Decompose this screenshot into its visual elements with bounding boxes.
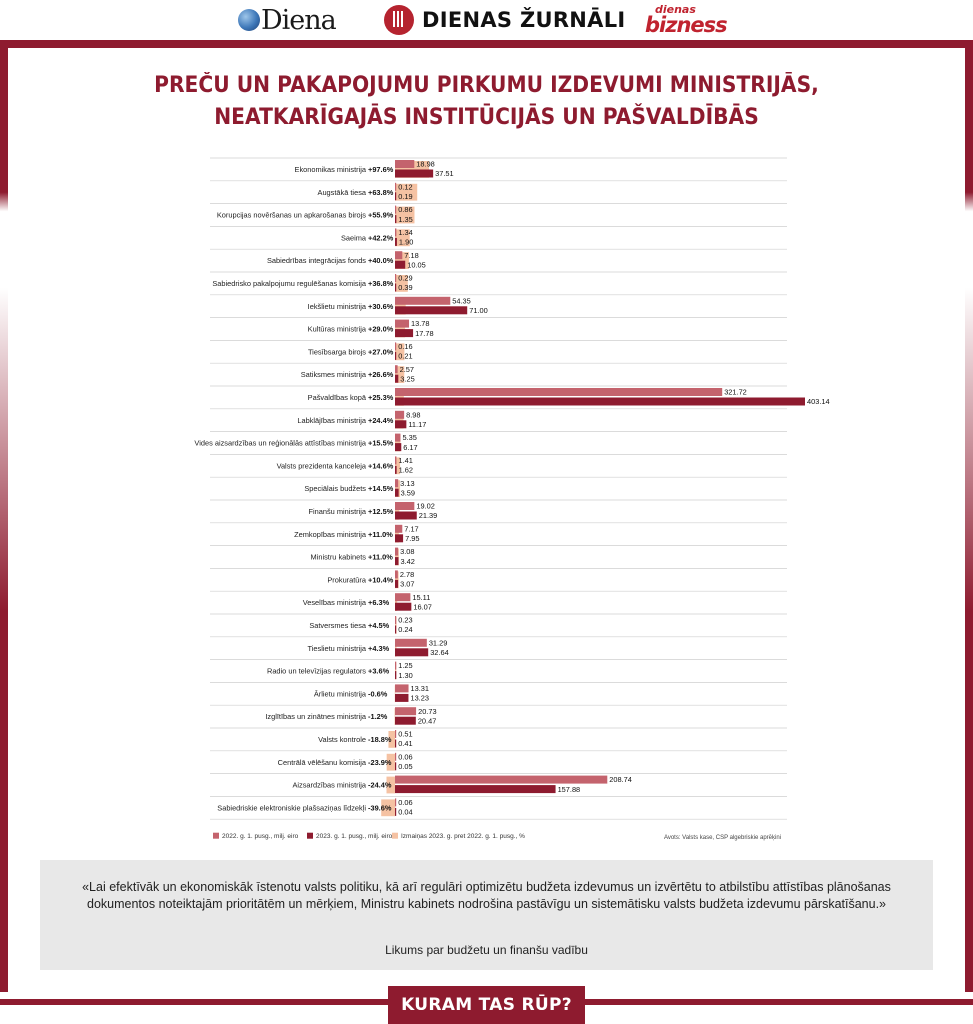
bar-2022 [395,593,410,601]
bar-2022 [395,274,396,282]
bar-2023 [395,512,417,520]
value-label-2022: 8.98 [406,410,421,420]
category-label: Radio un televīzijas regulators [266,666,366,676]
bar-2022 [395,570,398,578]
value-label-2022: 19.02 [416,501,435,511]
value-label-2022: 7.17 [404,524,419,534]
value-label-2022: 20.73 [418,706,437,716]
category-label: Zemkopības ministrija [294,529,366,539]
category-label: Tieslietu ministrija [307,643,366,653]
bar-2022 [395,479,398,487]
bar-2022 [395,183,396,191]
bar-2023 [395,192,396,200]
value-label-2023: 0.24 [398,625,413,635]
category-label: Ekonomikas ministrija [294,165,366,174]
value-label-2022: 13.31 [410,684,430,693]
bar-2023 [395,717,416,725]
bar-2022 [395,730,396,738]
value-label-2023: 3.25 [400,374,415,384]
category-label: Veselības ministrija [302,598,366,608]
pct-label: +55.9% [368,210,394,220]
value-label-2023: 13.23 [410,693,429,703]
value-label-2023: 37.51 [435,169,454,179]
category-label: Aizsardzības ministrija [292,780,366,790]
bar-2022 [395,639,427,647]
bar-2023 [395,603,411,611]
value-label-2022: 2.78 [399,570,415,579]
bar-2023 [395,170,433,178]
value-label-2023: 21.39 [418,511,438,521]
bar-2023 [395,261,405,269]
bar-2022 [395,525,402,533]
bar-2022 [395,434,400,442]
value-label-2023: 403.14 [807,397,830,407]
bar-2023 [395,808,396,816]
category-label: Valsts kontrole [318,735,366,744]
value-label-2023: 0.21 [398,351,413,361]
pct-label: +63.8% [368,187,394,197]
bar-2022 [395,798,396,806]
pct-label: +14.5% [368,484,394,494]
pct-label: +42.2% [368,233,394,243]
value-label-2023: 6.17 [403,442,418,452]
dienas-bizness-logo-big: bizness [645,13,727,37]
category-label: Iekšlietu ministrija [307,301,366,311]
value-label-2023: 71.00 [469,306,488,315]
legend-label: 2023. g. 1. pusg., milj. eiro [316,833,393,841]
dienas-zurnali-logo[interactable] [384,4,626,36]
category-label: Izglītības un zinātnes ministrija [265,712,366,722]
category-label: Tiesībsarga birojs [307,347,366,357]
bar-2022 [395,707,416,715]
value-label-2022: 0.06 [398,752,413,762]
value-label-2022: 18.98 [416,159,435,169]
bar-2023 [395,466,397,474]
value-label-2022: 13.78 [411,319,430,329]
bar-2023 [395,398,805,406]
value-label-2023: 0.41 [398,739,413,749]
bar-2023 [395,626,396,634]
chart-title [57,70,915,134]
bar-2023 [395,580,398,588]
bar-2022 [395,251,402,259]
value-label-2022: 1.41 [398,456,413,465]
pct-label: +40.0% [368,256,394,266]
value-label-2022: 1.25 [398,661,413,671]
bar-2023 [395,740,396,748]
footer-label: KURAM TAS RŪP? [388,986,585,1024]
category-label: Ārlietu ministrija [313,689,366,699]
value-label-2022: 0.12 [398,182,413,192]
bar-2022 [395,456,396,464]
bar-2022 [395,753,396,761]
pct-label: -0.6% [368,689,388,699]
bar-2022 [395,662,396,670]
source-note: Avots: Valsts kase, CSP algebriskie aprēķini [663,835,781,842]
bar-2023 [395,284,396,292]
category-label: Sabiedrības integrācijas fonds [266,256,366,266]
dienas-bizness-logo-small: dienas [655,3,696,16]
value-label-2023: 32.64 [430,648,449,657]
pct-label: +30.6% [368,301,394,311]
category-label: Saeima [340,233,366,243]
bar-2022 [395,342,396,350]
bar-2022 [395,206,396,214]
category-label: Kultūras ministrija [307,324,366,334]
bar-2022 [395,388,722,396]
bar-2022 [395,228,396,236]
value-label-2023: 0.39 [398,283,413,293]
bar-2023 [395,694,408,702]
bar-2023 [395,557,398,565]
category-label: Finanšu ministrija [308,507,366,516]
bar-2022 [395,365,398,373]
quote-text: «Lai efektīvāk un ekonomiskāk īstenotu valsts politiku, kā arī regulāri optimizētu budžeta izdevumus un izvērtētu to atbilstību attīstības plānošanas dokumentos noteiktajām prioritātēm un mērķiem, Ministru kabinets nodrošina pastāvīgu un sistemātisku valsts budžeta izdevumu pārskatīšanu.» [82,880,891,911]
title-line-2: NEATKARĪGAJĀS INSTITŪCIJĀS UN PAŠVALDĪBĀS [214,105,759,130]
dienas-bizness-logo[interactable] [645,4,727,36]
category-label: Korupcijas novēršanas un apkarošanas birojs [216,210,366,220]
value-label-2022: 2.57 [399,364,415,374]
pct-label: -23.9% [368,757,392,767]
category-label: Prokuratūra [327,575,366,585]
value-label-2022: 0.86 [398,205,413,215]
category-label: Satversmes tiesa [309,621,366,630]
category-label: Pašvaldības kopā [307,393,366,402]
value-label-2022: 5.35 [402,433,417,443]
legend-label: 2022. g. 1. pusg., milj. eiro [222,833,299,841]
value-label-2023: 1.30 [398,670,413,680]
logo-bar [0,0,973,40]
pct-label: +36.8% [368,279,394,288]
value-label-2023: 1.35 [398,214,413,224]
bar-2023 [395,648,428,656]
title-line-1: PREČU UN PAKAPOJUMU PIRKUMU IZDEVUMI MINISTRIJĀS, [154,73,819,98]
value-label-2022: 15.11 [412,592,431,602]
bar-2022 [395,160,414,168]
pct-label: +3.6% [368,666,390,676]
category-label: Sabiedrisko pakalpojumu regulēšanas komisija [212,279,366,288]
value-label-2023: 157.88 [557,784,581,794]
bar-2022 [395,548,398,556]
value-label-2022: 3.13 [400,478,415,488]
value-label-2022: 0.06 [398,798,413,807]
bar-2023 [395,420,406,428]
pct-label: -18.8% [368,735,392,744]
pct-label: +15.5% [368,438,394,448]
pct-label: +11.0% [368,552,393,562]
pct-label: +25.3% [368,393,394,402]
pct-label: +97.6% [368,165,394,174]
legend-swatch [307,833,313,839]
pct-label: -39.6% [368,803,392,813]
value-label-2022: 208.74 [609,775,632,785]
value-label-2022: 0.23 [398,615,413,625]
bar-2023 [395,489,399,497]
legend-label: Izmaiņas 2023. g. pret 2022. g. 1. pusg., % [401,833,525,841]
bar-chart [0,150,973,855]
pct-label: +27.0% [368,347,394,357]
bar-2023 [395,671,396,679]
bar-2022 [395,776,607,784]
frame-top [0,40,973,48]
category-label: Speciālais budžets [304,484,366,494]
category-label: Vides aizsardzības un reģionālās attīstības ministrija [194,438,366,448]
legend-swatch [213,833,219,839]
diena-logo[interactable] [238,4,336,36]
value-label-2023: 7.95 [405,534,420,543]
pct-label: +4.3% [368,643,390,653]
value-label-2022: 0.16 [398,342,413,351]
pct-label: +12.5% [368,507,394,516]
category-label: Satiksmes ministrija [300,370,366,380]
diena-logo-text: Diena [261,4,336,36]
pct-label: +10.4% [368,575,394,585]
bar-2022 [395,320,409,328]
bar-2023 [395,215,396,223]
quote-box [40,860,933,970]
bar-2023 [395,534,403,542]
category-label: Valsts prezidenta kanceleja [276,461,366,471]
dienas-zurnali-logo-text: DIENAS ŽURNĀLI [422,8,626,32]
bar-2023 [395,785,556,793]
value-label-2022: 54.35 [452,296,471,306]
value-label-2022: 321.72 [724,387,747,397]
bar-2023 [395,306,467,314]
value-label-2023: 17.78 [415,328,434,338]
pct-label: +14.6% [368,461,394,471]
bar-2023 [395,375,398,383]
pct-label: +6.3% [368,598,390,608]
value-label-2023: 3.07 [400,579,415,589]
category-label: Augstākā tiesa [317,187,366,197]
globe-icon [238,9,260,31]
pct-label: +29.0% [368,324,394,334]
value-label-2022: 3.08 [400,547,415,557]
value-label-2023: 10.05 [407,260,426,270]
value-label-2022: 1.34 [398,228,413,237]
value-label-2023: 16.07 [413,602,432,612]
bar-2022 [395,616,396,624]
pct-label: +4.5% [368,621,390,630]
value-label-2022: 31.29 [428,638,448,648]
bar-2023 [395,352,396,360]
bar-2023 [395,329,413,337]
value-label-2022: 0.51 [398,729,413,739]
bar-2023 [395,238,397,246]
category-label: Labklājības ministrija [297,415,366,425]
value-label-2023: 3.59 [400,488,416,498]
bar-2023 [395,762,396,770]
value-label-2022: 0.29 [398,273,413,283]
value-label-2023: 0.04 [398,807,413,817]
bar-2023 [395,443,401,451]
pct-label: +24.4% [368,415,394,425]
frame-bottom-line-right [585,999,973,1005]
pct-label: -24.4% [368,780,392,790]
bar-2022 [395,297,450,305]
bar-2022 [395,411,404,419]
value-label-2023: 0.05 [398,762,413,771]
category-label: Ministru kabinets [310,552,366,562]
value-label-2022: 7.18 [404,250,419,260]
category-label: Sabiedriskie elektroniskie plašsaziņas līdzekļi [217,803,366,813]
pct-label: -1.2% [368,712,388,722]
quote-source: Likums par budžetu un finanšu vadību [385,943,588,957]
value-label-2023: 1.62 [398,465,414,475]
dz-badge-icon [384,5,414,35]
pct-label: +11.0% [368,529,393,539]
value-label-2023: 20.47 [417,716,437,726]
legend-swatch [392,833,398,839]
value-label-2023: 11.17 [408,420,427,429]
bar-2022 [395,502,414,510]
value-label-2023: 1.90 [398,237,414,247]
bar-2022 [395,684,409,692]
category-label: Centrālā vēlēšanu komisija [277,757,366,767]
frame-bottom-line-left [0,999,388,1005]
value-label-2023: 0.19 [398,192,413,201]
value-label-2023: 3.42 [400,556,415,566]
pct-label: +26.6% [368,370,394,380]
